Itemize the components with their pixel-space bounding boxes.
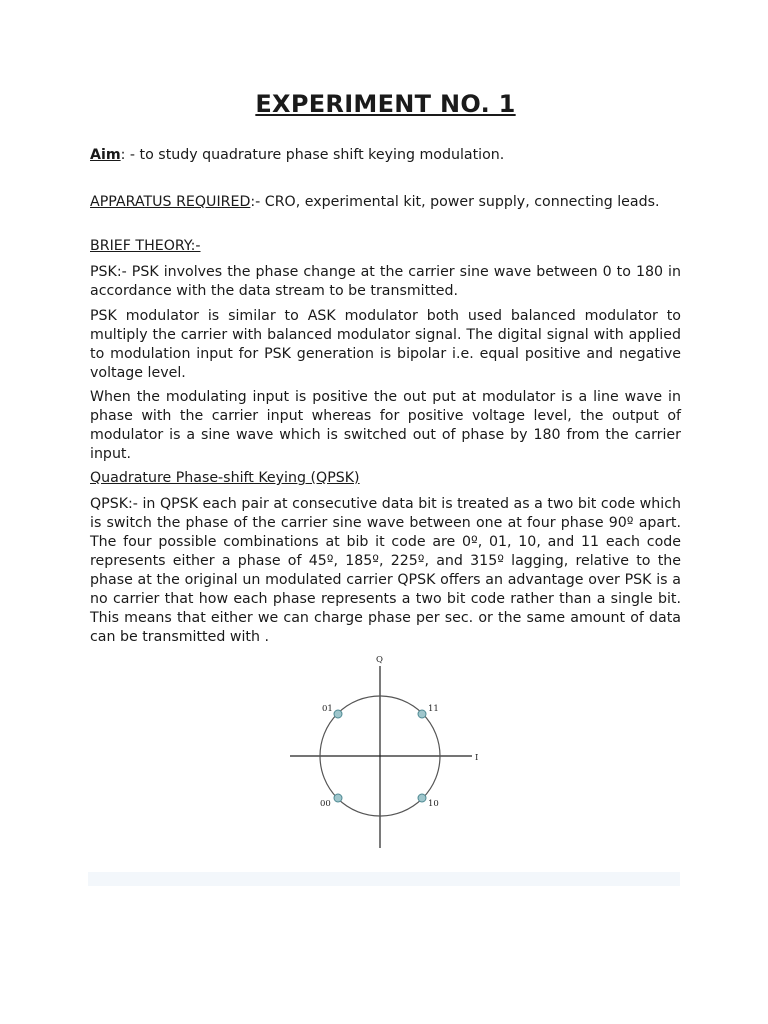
qpsk-heading: Quadrature Phase-shift Keying (QPSK) (90, 470, 360, 486)
point-label-11: 11 (428, 704, 439, 714)
apparatus-text: :- CRO, experimental kit, power supply, connecting leads. (250, 194, 660, 210)
aim-text: : - to study quadrature phase shift keying modulation. (120, 147, 505, 163)
qpsk-paragraph-text: QPSK:- in QPSK each pair at consecutive data bit is treated as a two bit code which is switch the phase of the carrier sine wave between one at four phase 90º apart. The four possible combinations at bib it code are 0º, 01, 10, and 11 each code represents either a phase of 45º, 185º, 225º, and 315º lagging, relative to the phase at the original un modulated carrier QPSK offers an advantage over PSK is a no carrier that how each phase represents a two bit code rather than a single bit. This means that either we can charge phase per sec. or the same amount of data can be transmitted with . (90, 496, 681, 645)
page-title: EXPERIMENT NO. 1 (255, 90, 516, 118)
point-label-01: 01 (322, 704, 333, 714)
qpsk-paragraph (90, 495, 681, 647)
point-label-00: 00 (320, 799, 331, 809)
constellation-point-00 (334, 794, 342, 802)
theory-paragraph-2-text: PSK modulator is similar to ASK modulator both used balanced modulator to multiply the carrier with balanced modulator signal. The digital signal with applied to modulation input for PSK generation is bipolar i.e. equal positive and negative voltage level. (90, 308, 681, 381)
i-axis-label: I (475, 753, 479, 763)
theory-paragraph-2 (90, 307, 681, 383)
apparatus-label: APPARATUS REQUIRED (90, 194, 251, 210)
aim-line (90, 146, 681, 165)
point-label-10: 10 (428, 799, 439, 809)
brief-theory-heading: BRIEF THEORY:- (90, 238, 201, 254)
qpsk-constellation-diagram (280, 650, 485, 850)
theory-paragraph-3 (90, 388, 681, 464)
page-footer-band (88, 872, 680, 886)
aim-label: Aim (90, 147, 121, 163)
constellation-point-01 (334, 710, 342, 718)
theory-paragraph-3-text: When the modulating input is positive the out put at modulator is a line wave in phase with the carrier input whereas for positive voltage level, the output of modulator is a sine wave which is switched out of phase by 180 from the carrier input. (90, 389, 681, 462)
constellation-point-10 (418, 794, 426, 802)
constellation-point-11 (418, 710, 426, 718)
q-axis-label: Q (376, 655, 383, 665)
apparatus-line (90, 193, 681, 212)
theory-paragraph-1 (90, 263, 681, 301)
theory-paragraph-1-text: PSK:- PSK involves the phase change at the carrier sine wave between 0 to 180 in accordance with the data stream to be transmitted. (90, 264, 681, 299)
